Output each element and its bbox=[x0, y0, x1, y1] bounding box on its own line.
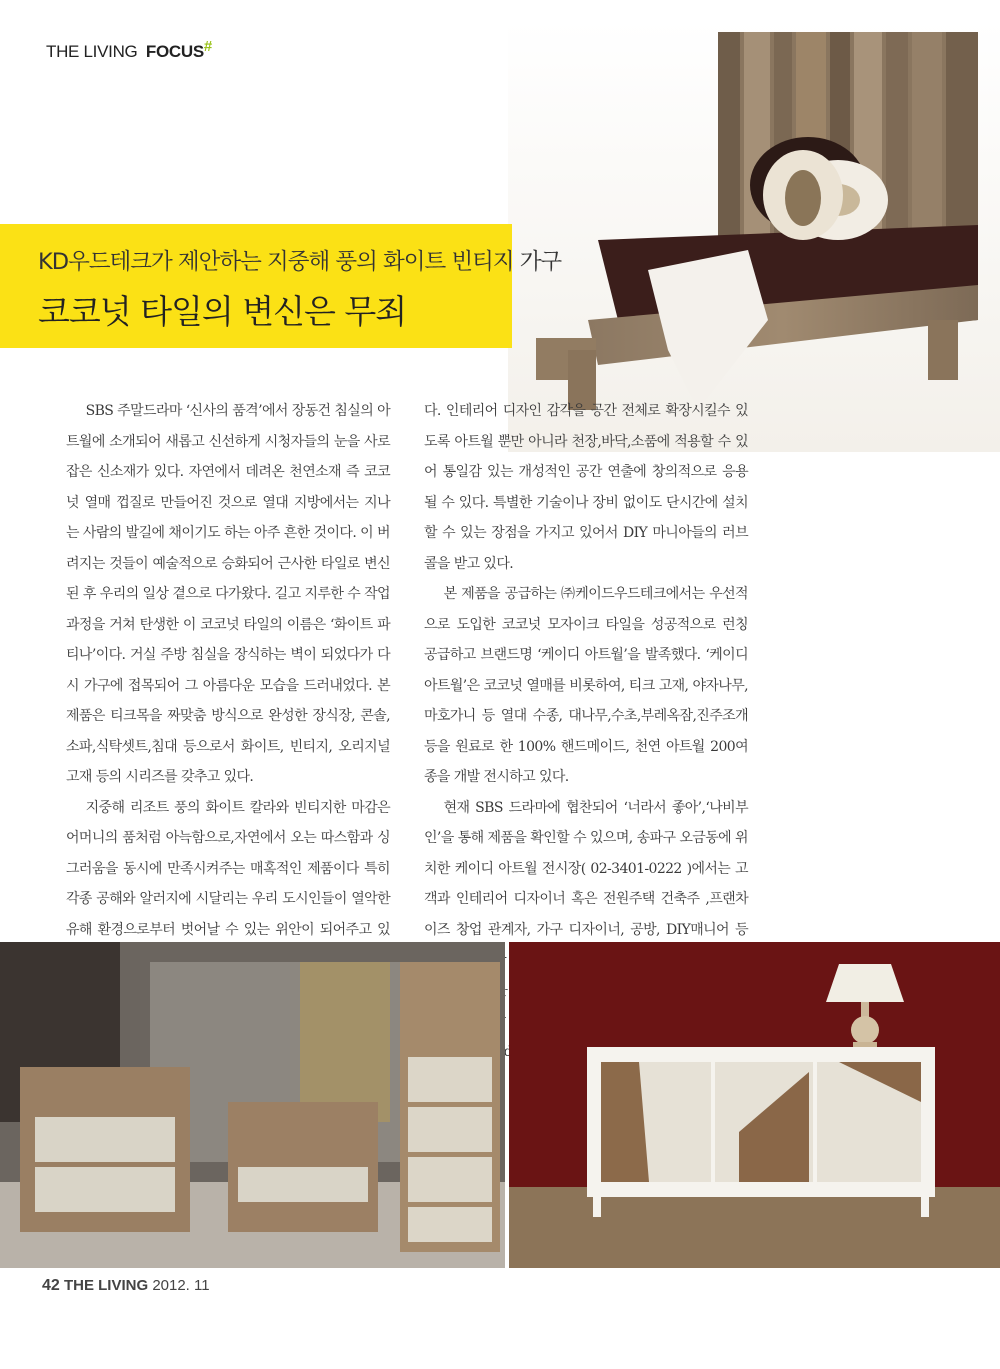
section-tag bbox=[46, 38, 212, 62]
magazine-name: THE LIVING bbox=[63, 1277, 149, 1294]
page-number: 42 bbox=[42, 1277, 60, 1294]
issue-date: 2012. 11 bbox=[152, 1277, 210, 1294]
sideboard bbox=[587, 1047, 935, 1217]
section-tag-mark: # bbox=[203, 38, 212, 55]
section-tag-magazine: THE LIVING bbox=[46, 42, 138, 61]
article-paragraph: 다. 인테리어 디자인 감각을 공간 전체로 확장시킬수 있도록 아트월 뿐만 아니라 천장,바닥,소품에 적용할 수 있어 통일감 있는 개성적인 공간 연출에 창의적으로 응용될 수 있다. 특별한 기술이나 장비 없이도 단시간에 설치할 수 있는 장점을 가지고 있어서 DIY 마니아들의 러브콜을 받고 있다. bbox=[424, 403, 748, 572]
page-footer bbox=[42, 1277, 210, 1295]
hero-bed-photo bbox=[508, 20, 1000, 452]
furniture-photo-cabinets bbox=[0, 942, 505, 1268]
article-subtitle: KD우드테크가 제안하는 지중해 풍의 화이트 빈티지 가구 bbox=[38, 249, 562, 275]
cabinet-left bbox=[20, 1067, 190, 1232]
tall-chest bbox=[400, 962, 500, 1252]
title-banner bbox=[0, 224, 562, 348]
side-table bbox=[228, 1102, 378, 1232]
article-paragraph: SBS 주말드라마 ‘신사의 품격’에서 장동건 침실의 아트월에 소개되어 새롭고 신선하게 시청자들의 눈을 사로잡은 신소재가 있다. 자연에서 데려온 천연소재 즉 코코넛 열매 껍질로 만들어진 것으로 열대 지방에서는 지나는 사람의 발길에 채이기도 하는 아주 흔한 것이다. 이 버려지는 것들이 예술적으로 승화되어 근사한 타일로 변신된 후 우리의 일상 곁으로 다가왔다. 길고 지루한 수 작업 과정을 거쳐 탄생한 이 코코넛 타일의 이름은 ‘화이트 파티나’이다. 거실 주방 침실을 장식하는 벽이 되었다가 다시 가구에 접목되어 그 아름다운 모습을 드러내었다. 본 제품은 티크목을 짜맞춤 방식으로 완성한 장식장, 콘솔,소파,식탁셋트,침대 등으로서 화이트, 빈티지, 오리지널 고재 등의 시리즈를 갖추고 있다. bbox=[66, 403, 390, 785]
article-title: 코코넛 타일의 변신은 무죄 bbox=[38, 292, 407, 331]
article-paragraph: 본 제품을 공급하는 ㈜케이드우드테크에서는 우선적으로 도입한 코코넛 모자이크 타일을 성공적으로 런칭 공급하고 브랜드명 ‘케이디 아트월’을 발족했다. ‘케이디 아트월’은 코코넛 열매를 비롯하여, 티크 고재, 야자나무, 마호가니 등 열대 수종, 대나무,수초,부레옥잠,진주조개 등을 원료로 한 100% 핸드메이드, 천연 아트월 200여 종을 개발 전시하고 있다. bbox=[424, 586, 748, 785]
article-paragraph: 지중해 리조트 풍의 화이트 칼라와 빈티지한 마감은 어머니의 품처럼 아늑함으로,자연에서 오는 따스함과 싱그러움을 동시에 만족시켜주는 매혹적인 제품이다 특히 각종 공해와 알러지에 시달리는 우리 도시인들이 열악한 유해 환경으로부터 벗어날 수 있는 위안이 되어주고 있 bbox=[66, 799, 390, 938]
article-paragraph: 현재 SBS 드라마에 협찬되어 ‘너라서 좋아’,‘나비부인’을 통해 제품을 확인할 수 있으며, 송파구 오금동에 위치한 케이디 아트월 전시장( 02-3401-0222 )에서는 고객과 인테리어 디자이너 혹은 전원주택 건축주 ,프랜차이즈 창업 관계자, 가구 디자이너, 공방, DIY매니어 등 bbox=[424, 799, 748, 938]
section-tag-focus: FOCUS bbox=[145, 42, 204, 61]
furniture-photo-sideboard bbox=[509, 942, 1000, 1268]
